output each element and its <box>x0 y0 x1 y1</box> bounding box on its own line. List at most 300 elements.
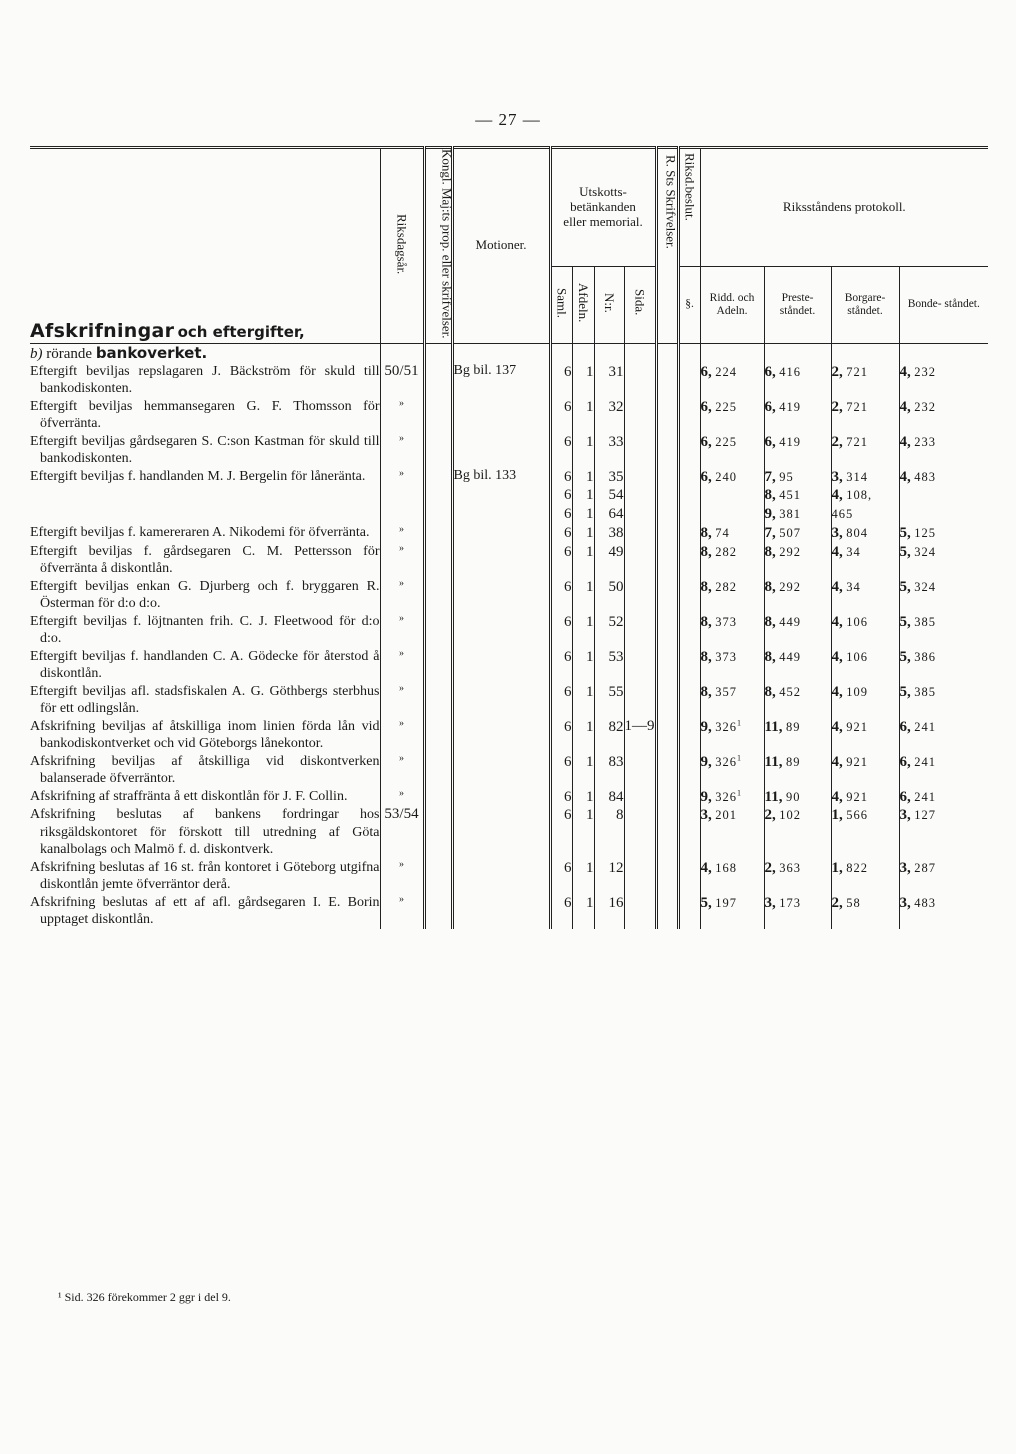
entry-skrifvelse <box>656 683 678 718</box>
page-number: — 27 — <box>475 110 541 129</box>
entry-borgare-entry <box>832 683 899 702</box>
entry-preste <box>764 806 831 859</box>
entry-preste-page: 419 <box>779 434 802 449</box>
entry-year: » <box>380 398 424 433</box>
entry-motion <box>452 543 550 578</box>
entry-sida <box>624 806 656 859</box>
entry-kongl <box>424 718 452 753</box>
entry-borgare-entry <box>832 859 899 878</box>
table-row <box>30 718 988 753</box>
entry-borgare-entry <box>832 806 899 825</box>
entry-bonde <box>899 613 988 648</box>
entry-borgare <box>831 806 899 859</box>
entry-ridd <box>700 398 764 433</box>
entry-bonde-volume: 4, <box>899 468 911 485</box>
entry-borgare-page: 106 <box>846 649 869 664</box>
entry-nr <box>594 806 624 859</box>
entry-ridd-page: 168 <box>715 860 738 875</box>
entry-preste-page: 507 <box>779 525 802 540</box>
entry-afdeln-value: 1 <box>586 753 594 770</box>
entry-kongl <box>424 859 452 894</box>
entry-nr-value: 52 <box>608 613 624 630</box>
entry-bonde-page: 232 <box>914 364 937 379</box>
entry-borgare-page: 721 <box>846 364 869 379</box>
entry-nr-value: 35 <box>608 468 624 485</box>
entry-borgare-volume: 1, <box>831 859 843 876</box>
header-saml: Saml. <box>550 267 572 344</box>
table-row <box>30 894 988 929</box>
entry-preste-volume: 8, <box>764 543 776 560</box>
entry-year: » <box>380 683 424 718</box>
subheading: b) rörande bankoverket. <box>30 343 208 362</box>
entry-kongl <box>424 613 452 648</box>
entry-preste <box>764 468 831 524</box>
entry-text: Eftergift beviljas f. handlanden C. A. Gödecke för återstod å diskontlån. <box>30 648 380 681</box>
entry-afdeln-value: 1 <box>586 718 594 735</box>
entry-borgare-volume: 4, <box>831 648 843 665</box>
entry-preste <box>764 753 831 788</box>
entry-nr-value: 54 <box>608 487 624 504</box>
entry-preste-page: 449 <box>779 649 802 664</box>
entry-afdeln-value: 1 <box>586 524 594 541</box>
entry-ridd-volume: 8, <box>700 683 712 700</box>
entry-preste <box>764 433 831 468</box>
entry-saml <box>550 398 572 433</box>
header-bonde: Bonde- ståndet. <box>899 267 988 344</box>
entry-sida <box>624 543 656 578</box>
entry-ridd <box>700 468 764 524</box>
entry-preste-page: 292 <box>779 579 802 594</box>
entry-nr <box>594 613 624 648</box>
entry-saml <box>550 753 572 788</box>
entry-sida <box>624 433 656 468</box>
entry-ridd <box>700 859 764 894</box>
entry-description <box>30 648 380 683</box>
entry-afdeln <box>572 806 594 859</box>
entry-sida <box>624 578 656 613</box>
entry-preste-entry <box>765 505 831 524</box>
table-row <box>30 578 988 613</box>
entry-sida <box>624 613 656 648</box>
entry-kongl <box>424 683 452 718</box>
entry-ridd <box>700 806 764 859</box>
entry-nr-value: 83 <box>608 753 624 770</box>
entry-bonde-page: 241 <box>914 754 937 769</box>
entry-bonde-entry <box>900 613 989 632</box>
entry-year: » <box>380 894 424 929</box>
entry-ridd-volume: 6, <box>700 468 712 485</box>
entry-text: Eftergift beviljas f. gårdsegaren C. M. Pettersson för öfverränta å diskontlån. <box>30 543 380 576</box>
entry-ridd <box>700 363 764 398</box>
entry-ridd-page: 373 <box>715 614 738 629</box>
entry-skrifvelse <box>656 613 678 648</box>
entry-afdeln-value: 1 <box>586 807 594 824</box>
entry-borgare-page: 108, <box>846 488 873 503</box>
entry-ridd-entry <box>701 468 764 487</box>
entry-bonde-entry <box>900 788 989 807</box>
entry-preste-entry <box>765 613 831 632</box>
entry-borgare-volume: 2, <box>831 433 843 450</box>
entry-description <box>30 806 380 859</box>
entry-ridd-volume: 9, <box>700 718 712 735</box>
entry-borgare-entry <box>832 486 899 505</box>
entry-borgare-entry <box>832 543 899 562</box>
entry-nr-value: 53 <box>608 648 624 665</box>
entry-bonde-entry <box>900 363 989 382</box>
entry-bonde <box>899 683 988 718</box>
entry-preste-volume: 6, <box>764 398 776 415</box>
entry-kongl <box>424 806 452 859</box>
entry-borgare-entry <box>832 648 899 667</box>
entry-ridd-entry <box>701 753 764 772</box>
entry-skrifvelse <box>656 578 678 613</box>
entry-year: 53/54 <box>380 806 424 859</box>
entry-paragraph <box>678 718 700 753</box>
entry-description <box>30 363 380 398</box>
entry-nr-value: 16 <box>608 894 624 911</box>
entry-bonde <box>899 398 988 433</box>
entry-skrifvelse <box>656 524 678 543</box>
entry-description <box>30 468 380 524</box>
entry-preste-entry <box>765 788 831 807</box>
header-protokoll: Riksståndens protokoll. <box>700 148 988 267</box>
entry-nr-value: 8 <box>616 807 624 824</box>
entry-preste-entry <box>765 578 831 597</box>
entry-ridd-page: 282 <box>715 544 738 559</box>
entry-bonde-entry <box>900 894 989 913</box>
entry-borgare <box>831 894 899 929</box>
entry-kongl <box>424 894 452 929</box>
entry-preste-entry <box>765 398 831 417</box>
entry-bonde-volume: 6, <box>899 788 911 805</box>
entry-nr <box>594 363 624 398</box>
table-row <box>30 753 988 788</box>
entry-bonde-entry <box>900 683 989 702</box>
entry-bonde-entry <box>900 524 989 543</box>
table-row <box>30 363 988 398</box>
entry-bonde-volume: 4, <box>899 398 911 415</box>
entry-text: Afskrifning beviljas af åtskilliga inom linien förda lån vid bankodiskontverket och vid Göteborgs lånekontor. <box>30 718 380 751</box>
entry-saml-value: 6 <box>564 543 572 560</box>
entry-saml <box>550 788 572 807</box>
entry-motion <box>452 894 550 929</box>
table-row <box>30 648 988 683</box>
entry-borgare-entry <box>832 505 899 524</box>
entry-saml-value: 6 <box>564 718 572 735</box>
entry-ridd <box>700 524 764 543</box>
entry-nr-value: 31 <box>608 363 624 380</box>
entry-preste-page: 292 <box>779 544 802 559</box>
entry-kongl <box>424 398 452 433</box>
entry-bonde-page: 287 <box>914 860 937 875</box>
entry-ridd-entry <box>701 859 764 878</box>
table-row <box>30 543 988 578</box>
entry-ridd <box>700 753 764 788</box>
entry-ridd-page: 373 <box>715 649 738 664</box>
entry-preste-entry <box>765 753 831 772</box>
entry-ridd-volume: 6, <box>700 363 712 380</box>
entry-text: Eftergift beviljas f. löjtnanten frih. C. J. Fleetwood för d:o d:o. <box>30 613 380 646</box>
entry-borgare-volume: 2, <box>831 894 843 911</box>
entry-borgare-entry <box>832 398 899 417</box>
entry-nr-value: 33 <box>608 433 624 450</box>
entry-borgare-volume: 4, <box>831 487 843 504</box>
entry-skrifvelse <box>656 859 678 894</box>
entry-nr <box>594 753 624 788</box>
entry-bonde <box>899 648 988 683</box>
entry-saml-value: 6 <box>564 894 572 911</box>
entry-preste-entry <box>765 806 831 825</box>
entry-saml-value: 6 <box>564 363 572 380</box>
entry-borgare-page: 804 <box>846 525 869 540</box>
entry-preste <box>764 894 831 929</box>
entry-nr-value: 55 <box>608 683 624 700</box>
entry-year: » <box>380 648 424 683</box>
entry-description <box>30 524 380 543</box>
entry-nr <box>594 718 624 753</box>
entry-motion <box>452 648 550 683</box>
entry-ridd <box>700 788 764 807</box>
entry-nr-value: 38 <box>608 524 624 541</box>
entry-borgare-page: 566 <box>846 808 869 823</box>
entry-borgare-entry <box>832 788 899 807</box>
entry-ridd <box>700 648 764 683</box>
entry-kongl <box>424 648 452 683</box>
entry-afdeln <box>572 363 594 398</box>
entry-bonde-volume: 6, <box>899 753 911 770</box>
entry-ridd-page: 201 <box>715 808 738 823</box>
entry-year: 50/51 <box>380 363 424 398</box>
entry-borgare-page: 106 <box>846 614 869 629</box>
footnote: ¹ Sid. 326 förekommer 2 ggr i del 9. <box>58 1290 231 1304</box>
entry-kongl <box>424 578 452 613</box>
entry-afdeln <box>572 433 594 468</box>
entry-bonde-page: 241 <box>914 789 937 804</box>
entry-afdeln <box>572 398 594 433</box>
entry-ridd-volume: 8, <box>700 613 712 630</box>
entry-saml-value: 6 <box>564 807 572 824</box>
entry-paragraph <box>678 578 700 613</box>
entry-nr-value: 32 <box>608 398 624 415</box>
entry-text: Afskrifning beviljas af åtskilliga vid diskontverken balanserade öfverräntor. <box>30 753 380 786</box>
entry-bonde-entry <box>900 398 989 417</box>
entry-preste-page: 102 <box>779 808 802 823</box>
entry-preste-volume: 2, <box>764 859 776 876</box>
entry-skrifvelse <box>656 468 678 524</box>
entry-preste-volume: 8, <box>764 648 776 665</box>
entry-ridd-page: 224 <box>715 364 738 379</box>
entry-nr <box>594 788 624 807</box>
entry-preste <box>764 613 831 648</box>
entry-bonde-volume: 3, <box>899 859 911 876</box>
entry-borgare <box>831 718 899 753</box>
entry-preste-entry <box>765 468 831 487</box>
entry-skrifvelse <box>656 398 678 433</box>
entry-bonde-page: 385 <box>914 614 937 629</box>
entry-saml <box>550 859 572 894</box>
entry-ridd-volume: 9, <box>700 753 712 770</box>
entry-preste-volume: 6, <box>764 363 776 380</box>
entry-afdeln <box>572 718 594 753</box>
entry-text: Afskrifning beslutas af ett af afl. gårdsegaren I. E. Borin upptaget diskontlån. <box>30 894 380 928</box>
entry-motion <box>452 859 550 894</box>
entry-saml-value: 6 <box>564 524 572 541</box>
entry-description <box>30 613 380 648</box>
entry-nr <box>594 683 624 718</box>
register-table <box>30 146 988 929</box>
entry-bonde-volume: 4, <box>899 363 911 380</box>
entry-borgare <box>831 613 899 648</box>
entry-text: Eftergift beviljas afl. stadsfiskalen A. G. Göthbergs sterbhus för ett odlingslån. <box>30 683 380 716</box>
entry-nr <box>594 859 624 894</box>
entry-kongl <box>424 753 452 788</box>
entry-borgare-volume: 2, <box>831 363 843 380</box>
header-riksdagsar: Riksdagsår. <box>380 148 424 344</box>
entry-sida <box>624 363 656 398</box>
entry-saml-value: 6 <box>564 433 572 450</box>
entry-saml-value: 6 <box>564 788 572 805</box>
entry-bonde-volume: 5, <box>899 543 911 560</box>
entry-ridd-volume: 9, <box>700 788 712 805</box>
entry-borgare-volume: 1, <box>831 807 843 824</box>
entry-ridd-volume: 8, <box>700 543 712 560</box>
entry-afdeln-value: 1 <box>586 859 594 876</box>
entry-saml-value: 6 <box>564 487 572 504</box>
entry-saml <box>550 718 572 753</box>
entry-preste-volume: 8, <box>764 683 776 700</box>
entry-borgare-entry <box>832 613 899 632</box>
entry-description <box>30 683 380 718</box>
entry-bonde-entry <box>900 433 989 452</box>
entry-bonde <box>899 806 988 859</box>
entry-ridd-entry <box>701 363 764 382</box>
entry-ridd-page: 282 <box>715 579 738 594</box>
entry-bonde-page: 127 <box>914 808 937 823</box>
entry-paragraph <box>678 543 700 578</box>
entry-skrifvelse <box>656 543 678 578</box>
entry-year: » <box>380 468 424 524</box>
entry-afdeln-value: 1 <box>586 578 594 595</box>
entry-saml <box>550 578 572 613</box>
entry-afdeln <box>572 788 594 807</box>
header-beslut: Riksd.beslut. <box>678 148 700 267</box>
entry-preste-volume: 7, <box>764 468 776 485</box>
entry-saml-value: 6 <box>564 468 572 485</box>
entry-paragraph <box>678 468 700 524</box>
table-row <box>30 788 988 807</box>
entry-preste-volume: 11, <box>764 753 783 770</box>
entry-sida: 1—9 <box>624 718 656 753</box>
entry-preste <box>764 398 831 433</box>
entry-ridd-page: 74 <box>715 525 730 540</box>
entry-ridd-entry <box>701 578 764 597</box>
entry-nr <box>594 578 624 613</box>
entry-saml <box>550 363 572 398</box>
entry-text: Eftergift beviljas f. kamereraren A. Nikodemi för öfverränta. <box>30 524 370 540</box>
entry-saml-value: 6 <box>564 753 572 770</box>
entry-skrifvelse <box>656 788 678 807</box>
entry-borgare-entry <box>832 753 899 772</box>
header-nr: N:r. <box>594 267 624 344</box>
entry-afdeln <box>572 524 594 543</box>
entry-bonde-volume: 5, <box>899 578 911 595</box>
entry-sida <box>624 468 656 524</box>
title-main: Afskrifningar <box>30 319 175 342</box>
entry-afdeln-value: 1 <box>586 683 594 700</box>
entry-borgare-page: 34 <box>846 544 861 559</box>
entry-skrifvelse <box>656 894 678 929</box>
entry-saml <box>550 613 572 648</box>
entry-ridd-entry <box>701 894 764 913</box>
entry-bonde-entry <box>900 718 989 737</box>
entry-borgare-page: 822 <box>846 860 869 875</box>
entry-borgare-volume: 4, <box>831 578 843 595</box>
entry-nr-value: 64 <box>608 506 624 522</box>
entry-borgare <box>831 648 899 683</box>
entry-afdeln <box>572 683 594 718</box>
entry-description <box>30 788 380 807</box>
entry-borgare <box>831 524 899 543</box>
entry-ridd-page: 357 <box>715 684 738 699</box>
entry-ridd-entry <box>701 648 764 667</box>
entry-bonde-page: 324 <box>914 579 937 594</box>
entry-motion <box>452 788 550 807</box>
entry-skrifvelse <box>656 806 678 859</box>
entry-nr <box>594 524 624 543</box>
entry-ridd-entry <box>701 718 764 737</box>
entry-bonde <box>899 718 988 753</box>
entry-bonde <box>899 788 988 807</box>
entry-ridd-footnote-mark: 1 <box>737 752 742 762</box>
entry-afdeln <box>572 578 594 613</box>
table-row <box>30 468 988 524</box>
entry-paragraph <box>678 753 700 788</box>
entry-afdeln <box>572 859 594 894</box>
entry-afdeln-value: 1 <box>586 487 594 504</box>
entry-nr <box>594 398 624 433</box>
entry-borgare-page: 109 <box>846 684 869 699</box>
entry-saml-value: 6 <box>564 683 572 700</box>
entry-motion <box>452 433 550 468</box>
entry-kongl <box>424 468 452 524</box>
entry-nr <box>594 543 624 578</box>
table-row <box>30 806 988 859</box>
entry-preste-entry <box>765 543 831 562</box>
entry-afdeln-value: 1 <box>586 788 594 805</box>
entry-bonde-volume: 5, <box>899 648 911 665</box>
entry-bonde-entry <box>900 648 989 667</box>
entry-borgare-volume: 4, <box>831 788 843 805</box>
entry-skrifvelse <box>656 363 678 398</box>
entry-borgare-page: 721 <box>846 399 869 414</box>
entry-text: Eftergift beviljas enkan G. Djurberg och f. bryggaren R. Österman för d:o d:o. <box>30 578 380 611</box>
entry-nr-value: 49 <box>608 543 624 560</box>
entry-borgare <box>831 543 899 578</box>
entry-borgare <box>831 363 899 398</box>
entry-bonde-volume: 5, <box>899 613 911 630</box>
entry-year: » <box>380 524 424 543</box>
header-kongl: Kongl. Maj:ts prop. eller skrifvelser. <box>424 148 452 344</box>
entry-motion <box>452 683 550 718</box>
table-row <box>30 683 988 718</box>
entry-bonde-page: 241 <box>914 719 937 734</box>
entry-ridd <box>700 683 764 718</box>
entry-kongl <box>424 543 452 578</box>
entry-borgare-volume: 2, <box>831 398 843 415</box>
entry-ridd-volume: 8, <box>700 524 712 541</box>
entry-preste-page: 89 <box>785 754 801 769</box>
entry-borgare-page: 921 <box>846 719 869 734</box>
